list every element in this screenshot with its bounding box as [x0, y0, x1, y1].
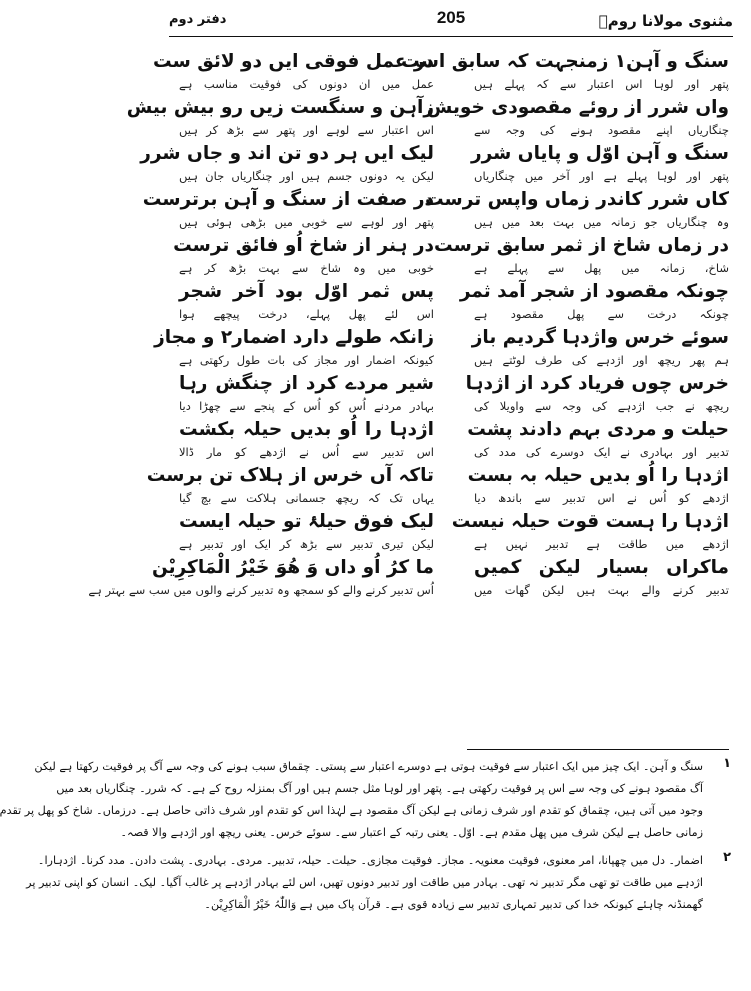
verse-line: ما کرُ اُو داں وَ ھُوَ خَیْرُ الْمَاکِرِیْن [151, 557, 434, 578]
gloss-line: تدبیر کرنے والے بہت ہیں لیکن گھات میں [474, 583, 729, 597]
couplet [126, 94, 434, 140]
gloss-line: عمل میں ان دونوں کی فوقیت مناسب ہے [179, 77, 434, 91]
verse-line: حیلت و مردی بہم دادند پشت [467, 419, 729, 440]
verse-line: اژدہا را ہست قوت حیلہ نیست [451, 511, 729, 532]
footnote-2 [26, 850, 733, 916]
footnote-rule [467, 749, 729, 750]
gloss-line: لیکن تیری تدبیر سے بڑھ کر ایک اور تدبیر ہے [179, 537, 434, 551]
couplet [451, 508, 729, 554]
verse-line: اژدہا را اُو بدیں حیلہ بکشت [179, 419, 434, 440]
gloss-line: چونکہ درخت سے پھل مقصود ہے [474, 307, 729, 321]
gloss-line: اس تدبیر سے اُس نے اژدھے کو مار ڈالا [179, 445, 434, 459]
verse-line: سوئے خرس واژدہا گردیم باز [471, 327, 729, 348]
header-rule [169, 36, 733, 37]
verse-line: لیک فوق حیلۂ تو حیلہ ایست [179, 511, 434, 532]
gloss-line: اس اعتبار سے لوہے اور پتھر سے بڑھ کر ہیں [179, 123, 434, 137]
couplet [153, 48, 434, 94]
gloss-line: چنگاریاں اپنے مقصود ہونے کی وجہ سے [474, 123, 729, 137]
verse-line: پس ثمر اوّل بود آخر شجر [179, 281, 434, 302]
verse-line: در صفت از سنگ و آہن برترست [142, 189, 434, 210]
verse-line: تاکہ آں خرس از ہلاک تن برست [146, 465, 434, 486]
gloss-line: پتھر اور لوہا اس اعتبار سے کہ پہلے ہیں [474, 77, 729, 91]
gloss-line: ریچھ نے جب اژدہے کی وجہ سے واویلا کی [474, 399, 729, 413]
couplet [142, 186, 434, 232]
couplet [401, 48, 729, 94]
footnote-line: زمانی حاصل ہے لیکن شرف میں پھل مقدم ہے۔ اوّل۔ یعنی رتبہ کے اعتبار سے۔ سوئے خرس۔ یعنی ریچھ اور اژدہے والا قصہ۔ [120, 826, 703, 839]
couplet [179, 416, 434, 462]
gloss-line: ہم پھر ریچھ اور اژدہے کی طرف لوٹتے ہیں [474, 353, 729, 367]
couplet [173, 232, 434, 278]
verse-line: در ہنر از شاخ اُو فائق ترست [173, 235, 434, 256]
gloss-line: اُس تدبیر کرنے والے کو سمجھ وہ تدبیر کرنے والوں میں سب سے بہتر ہے [88, 583, 434, 597]
page-number: 205 [436, 8, 466, 27]
verse-line: چونکہ مقصود از شجر آمد ثمر [459, 281, 729, 302]
couplet [467, 416, 729, 462]
left-verse-column [88, 48, 434, 600]
gloss-line: وہ چنگاریاں جو زمانہ میں بہت بعد میں ہیں [474, 215, 729, 229]
couplet [465, 370, 729, 416]
book-title: مثنوی مولانا رومؒ [598, 12, 733, 30]
verse-line: واں شرر از روئے مقصودی خویش [426, 97, 729, 118]
gloss-line: اس لئے پھل پہلے، درخت پیچھے ہوا [179, 307, 434, 321]
verse-line: لیک ایں ہر دو تن اند و جاں شرر [140, 143, 434, 164]
gloss-line: شاخ، زمانہ میں پھل سے پہلے ہے [474, 261, 729, 275]
couplet [471, 324, 729, 370]
footnote-line: اژدہے میں طاقت تو تھی مگر تدبیر نہ تھی۔ بہادر میں طاقت اور تدبیر دونوں تھیں، اس لئے بہادر اژدہے پر غالب آگیا۔ لیک۔ انسان کو اپنی تدبیر پر [26, 876, 703, 889]
verse-line: زآہن و سنگست زیں رو بیش بیش [126, 97, 434, 118]
gloss-line: کیونکہ اضمار اور مجاز کی بات طول رکھتی ہے [179, 353, 434, 367]
verse-line: شیر مردے کرد از چنگش رہا [179, 373, 434, 394]
footnote-line: اضمار۔ دل میں چھپانا، امر معنوی، فوقیت معنویہ۔ مجاز۔ فوقیت مجازی۔ حیلت۔ حیلہ، تدبیر۔ مردی۔ بہادری۔ پشت دادن۔ مدد کرنا۔ اژدہارا۔ [37, 854, 703, 867]
verse-line: کاں شرر کاندر زماں واپس ترست [424, 189, 729, 210]
volume-label: دفتر دوم [169, 12, 227, 27]
right-verse-column [401, 48, 729, 600]
gloss-line: اژدھے کو اُس نے اس تدبیر سے باندھ دیا [474, 491, 729, 505]
verse-line: زانکہ طولے دارد اضمار۲ و مجاز [154, 327, 434, 348]
gloss-line: لیکن یہ دونوں جسم ہیں اور چنگاریاں جان ہیں [179, 169, 434, 183]
couplet [179, 370, 434, 416]
couplet [140, 140, 434, 186]
footnote-mark: ۱ [723, 756, 731, 771]
couplet [467, 462, 729, 508]
footnote-mark: ۲ [723, 850, 731, 865]
footnote-1 [0, 756, 733, 844]
couplet [434, 232, 729, 278]
gloss-line: پتھر اور لوہے سے خوبی میں بڑھی ہوئی ہیں [179, 215, 434, 229]
gloss-line: پتھر اور لوہا پہلے ہے اور آخر میں چنگاریاں [474, 169, 729, 183]
footnote-line: سنگ و آہن۔ ایک چیز میں ایک اعتبار سے فوقیت ہوتی ہے دوسرے اعتبار سے پستی۔ چقماق سبب ہونے کی وجہ سے آگ پر فوقیت رکھتا ہے لیکن [34, 760, 703, 773]
couplet [426, 94, 729, 140]
gloss-line: خوبی میں وہ شاخ سے بہت بڑھ کر ہے [179, 261, 434, 275]
footnote-line: وجود میں آتی ہیں، چقماق کو تقدم اور شرف زمانی ہے لیکن آگ مقصود ہے لہٰذا اس کو تقدم اور شرف ذاتی حاصل ہے۔ درزماں۔ شاخ کو پھل پر تقدم [0, 804, 703, 817]
couplet [179, 278, 434, 324]
gloss-line: بہادر مردنے اُس کو اُس کے پنجے سے چھڑا دیا [179, 399, 434, 413]
gloss-line: تدبیر اور بہادری نے ایک دوسرے کی مدد کی [474, 445, 729, 459]
gloss-line: یہاں تک کہ ریچھ جسمانی ہلاکت سے بچ گیا [179, 491, 434, 505]
verse-line: سنگ و آہن اوّل و پایاں شرر [471, 143, 729, 164]
couplet [154, 324, 434, 370]
verse-line: اژدہا را اُو بدیں حیلہ بہ بست [467, 465, 729, 486]
couplet [471, 140, 729, 186]
footnote-line: آگ مقصود ہونے کی وجہ سے اس پر فوقیت رکھتی ہے۔ پتھر اور لوہا مثل جسم ہیں اور آگ بمنزلہ روح کے ہے۔ کہ شرر۔ چنگاریاں بعد میں [56, 782, 703, 795]
couplet [474, 554, 729, 600]
couplet [459, 278, 729, 324]
verse-line: خرس چوں فریاد کرد از اژدہا [465, 373, 729, 394]
verse-line: در زماں شاخ از ثمر سابق ترست [434, 235, 729, 256]
footnote-line: گھمنڈنہ چاہئے کیونکہ خدا کی تدبیر تمہاری تدبیر سے زیادہ قوی ہے۔ قرآن پاک میں ہے وَاللّٰہُ خَیْرُ الْمَاکِرِیْن۔ [204, 898, 703, 911]
couplet [424, 186, 729, 232]
verse-line: سنگ و آہن۱ زمنجہت کہ سابق است [401, 51, 729, 72]
couplet [179, 508, 434, 554]
couplet [88, 554, 434, 600]
verse-line: ماکراں بسیار لیکن کمیں [474, 557, 729, 578]
verse-line: در عمل فوقی ایں دو لائق ست [153, 51, 434, 72]
gloss-line: اژدھے میں طاقت ہے تدبیر نہیں ہے [474, 537, 729, 551]
page-header [169, 8, 733, 38]
couplet [146, 462, 434, 508]
footnotes [0, 756, 733, 922]
